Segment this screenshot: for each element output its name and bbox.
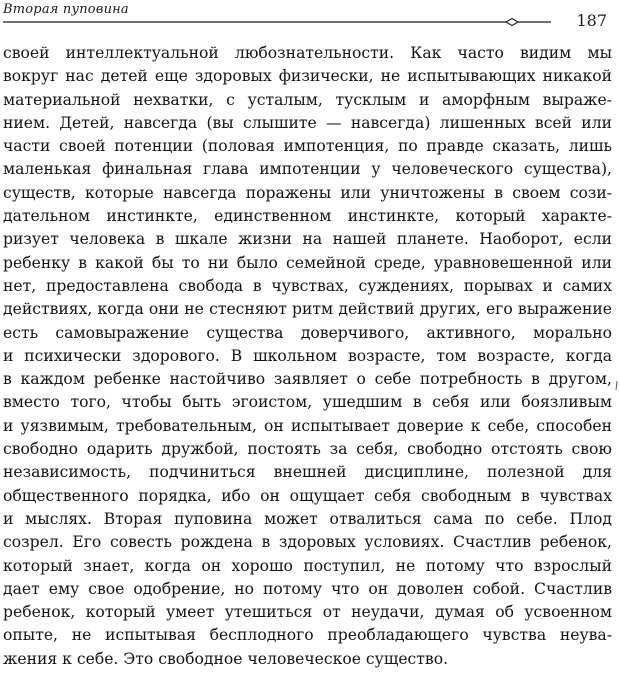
text-line: опыте, не испытывая бесплодного преобладающего чувства неува-: [3, 626, 612, 645]
text-line: который знает, когда он хорошо поступил, не потому что взрослый: [3, 556, 612, 575]
text-line: дает ему свое одобрение, но потому что он доволен собой. Счастлив: [3, 579, 612, 598]
text-line: общественного порядка, ибо он ощущает себя свободным в чувствах: [3, 486, 612, 505]
text-line: нием. Детей, навсегда (вы слышите — навсегда) лишенных всей или: [3, 113, 612, 132]
text-line: в каждом ребенке настойчиво заявляет о себе потребность в другом,: [3, 370, 612, 389]
text-line: есть самовыражение существа доверчивого, активного, морально: [3, 323, 612, 342]
page-number: 187: [576, 11, 607, 30]
text-line: независимость, подчиниться внешней дисциплине, полезной для: [3, 463, 612, 482]
text-line: маленькая финальная глава импотенции у человеческого существа),: [3, 160, 612, 179]
body-text: [3, 42, 612, 671]
running-header: [3, 0, 615, 36]
text-line: ребенку в какой бы то ни было семейной среде, уравновешенной или: [3, 253, 612, 272]
text-line: созрел. Его совесть рождена в здоровых условиях. Счастлив ребенок,: [3, 533, 612, 552]
text-line: материальной нехватки, с усталым, тусклым и аморфным выраже-: [3, 90, 612, 109]
header-rule-ornament: [3, 15, 563, 29]
text-line: и психически здорового. В школьном возрасте, том возрасте, когда: [3, 346, 612, 365]
text-line: вокруг нас детей еще здоровых физически, не испытывающих никакой: [3, 67, 612, 86]
text-line: нет, предоставлена свобода в чувствах, суждениях, порывах и самих: [3, 276, 612, 295]
text-line: и уязвимым, требовательным, он испытывает доверие к себе, способен: [3, 416, 612, 435]
text-line: части своей потенции (половая импотенция, по правде сказать, лишь: [3, 137, 612, 156]
text-line: свободно одарить дружбой, постоять за себя, свободно отстоять свою: [3, 440, 612, 459]
text-line: существ, которые навсегда поражены или уничтожены в своем сози-: [3, 183, 612, 202]
text-line: жения к себе. Это свободное человеческое существо.: [3, 649, 449, 668]
text-line: действиях, когда они не стесняют ритм действий других, его выражение: [3, 300, 612, 319]
margin-speck: [615, 381, 618, 390]
text-line: дательном инстинкте, единственном инстинкте, который характе-: [3, 207, 612, 226]
text-line: вместо того, чтобы быть эгоистом, ушедшим в себя или боязливым: [3, 393, 612, 412]
text-line: ребенок, который умеет утешиться от неудачи, думая об усвоенном: [3, 603, 612, 622]
text-line: своей интеллектуальной любознательности. Как часто видим мы: [3, 44, 612, 62]
running-title: Вторая пуповина: [3, 2, 129, 17]
text-line: и мыслях. Вторая пуповина может отвалиться сама по себе. Плод: [3, 509, 612, 528]
text-line: ризует человека в шкале жизни на нашей планете. Наоборот, если: [3, 230, 612, 249]
